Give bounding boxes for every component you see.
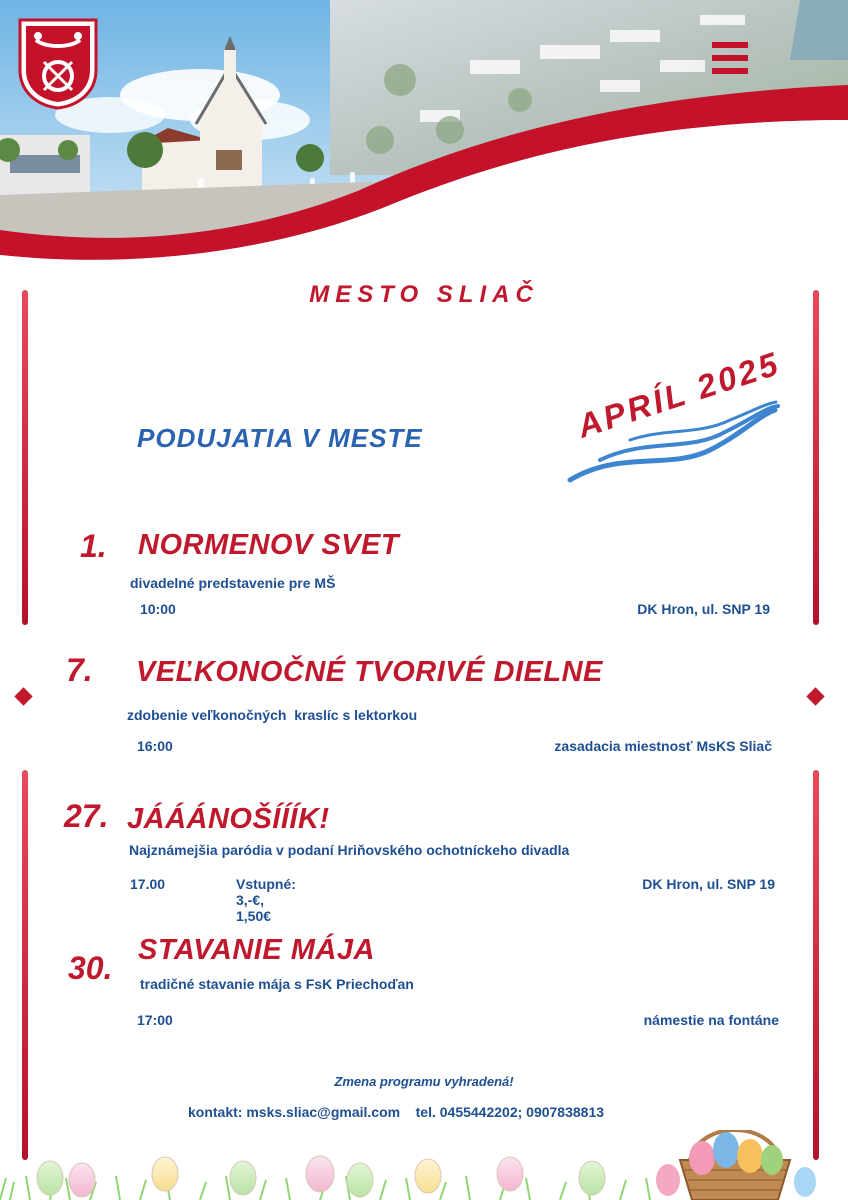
easter-grass-decoration — [0, 1130, 848, 1200]
event-place: zasadacia miestnosť MsKS Sliač — [554, 738, 772, 754]
event-title: NORMENOV SVET — [138, 529, 400, 561]
event-place: DK Hron, ul. SNP 19 — [642, 876, 775, 892]
left-diamond-ornament — [14, 687, 32, 705]
event-description: tradičné stavanie mája s FsK Priechoďan — [140, 976, 414, 992]
event-time: 17.00 — [130, 876, 166, 892]
event-time: 10:00 — [140, 601, 176, 617]
event-place: DK Hron, ul. SNP 19 — [637, 601, 770, 617]
event-day: 30. — [68, 950, 113, 986]
event-day: 1. — [80, 528, 107, 564]
event-place: námestie na fontáne — [643, 1012, 779, 1028]
town-panorama-image — [0, 0, 848, 262]
header-banner — [0, 0, 848, 262]
city-title: MESTO SLIAČ — [309, 281, 539, 308]
event-time: 16:00 — [137, 738, 173, 754]
event-day: 7. — [66, 652, 93, 688]
right-rail-top — [813, 290, 819, 625]
right-rail-bottom — [813, 770, 819, 1160]
easter-egg-icon — [37, 1156, 605, 1197]
event-title: STAVANIE MÁJA — [138, 934, 375, 966]
event-description: zdobenie veľkonočných kraslíc s lektorkou — [127, 707, 418, 723]
right-diamond-ornament — [806, 687, 824, 705]
contact-info: kontakt: msks.sliac@gmail.com tel. 0455442202; 0907838813 — [188, 1104, 605, 1120]
program-change-notice: Zmena programu vyhradená! — [334, 1074, 514, 1089]
left-rail-top — [22, 290, 28, 625]
month-badge — [560, 340, 800, 490]
section-title: PODUJATIA V MESTE — [137, 423, 423, 453]
easter-basket-icon — [656, 1130, 816, 1200]
coat-of-arms-icon — [18, 18, 98, 110]
event-day: 27. — [64, 798, 109, 834]
month-label: APRÍL 2025 — [572, 344, 785, 445]
event-title: VEĽKONOČNÉ TVORIVÉ DIELNE — [136, 656, 603, 688]
event-title: JÁÁÁNOŠÍÍÍK! — [127, 803, 330, 835]
event-price: Vstupné: 3,-€, 1,50€ — [236, 876, 296, 924]
event-description: Najznámejšia paródia v podaní Hriňovského ochotníckeho divadla — [129, 842, 570, 858]
event-description: divadelné predstavenie pre MŠ — [130, 575, 336, 591]
left-rail-bottom — [22, 770, 28, 1160]
event-time: 17:00 — [137, 1012, 173, 1028]
